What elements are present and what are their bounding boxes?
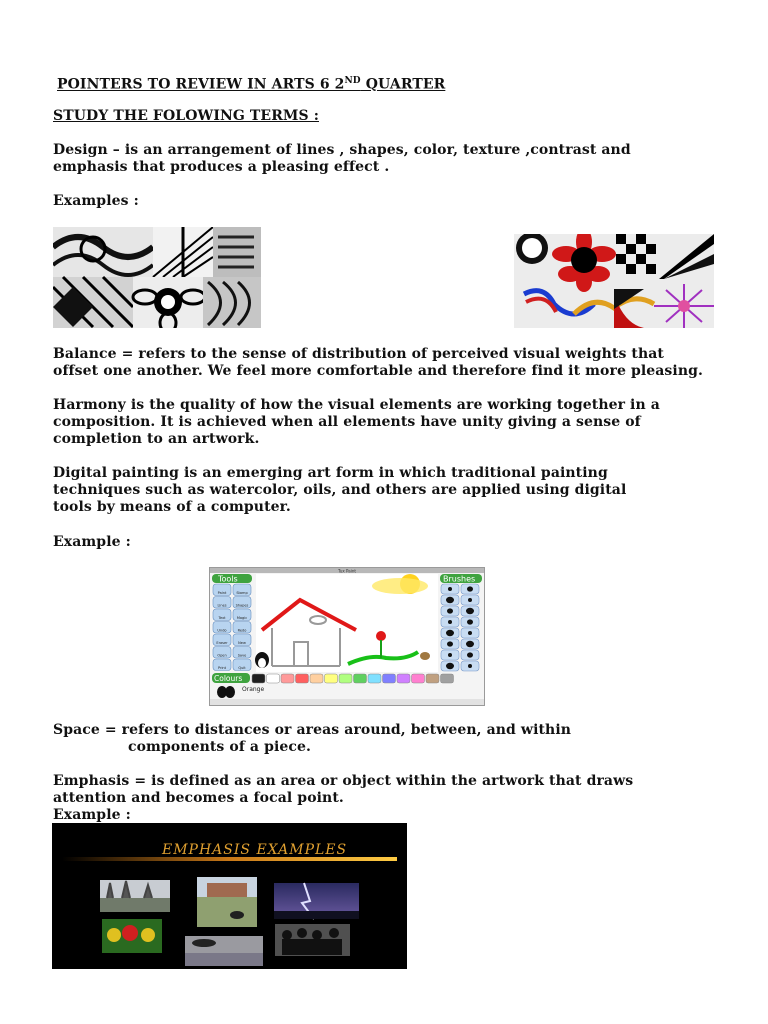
tuxpaint-tool-undo [213,622,231,634]
svg-text:Redo: Redo [237,628,247,633]
emphasis-banner-title: EMPHASIS EXAMPLES [162,842,348,858]
tuxpaint-brush-button [441,595,459,605]
tuxpaint-colour-swatch [412,674,425,683]
title-main: POINTERS TO REVIEW IN ARTS 6 2 [57,76,345,93]
tuxpaint-colour-swatch [397,674,410,683]
tuxpaint-brush-button [461,584,479,594]
tuxpaint-colour-swatch [281,674,294,683]
tuxpaint-brush-button [461,606,479,616]
svg-text:Save: Save [237,653,247,658]
tuxpaint-window-title: Tux Paint [338,568,356,574]
tuxpaint-screenshot [209,567,485,706]
design-example-image-1 [53,227,261,328]
svg-text:Magic: Magic [236,616,248,620]
tuxpaint-colour-swatch [310,674,323,683]
tuxpaint-tool-stamp [233,584,251,596]
emphasis-example-label: Example : [53,807,131,823]
svg-text:Text: Text [218,616,226,620]
tuxpaint-brushes-label: Brushes [443,574,476,584]
svg-text:New: New [238,641,246,645]
svg-text:Undo: Undo [217,628,227,633]
tuxpaint-tool-print [213,659,231,671]
tuxpaint-brush-button [441,584,459,594]
tuxpaint-brush-button [461,650,479,660]
tuxpaint-tool-open [213,647,231,659]
tuxpaint-tool-quit [233,659,251,671]
tuxpaint-brush-button [441,650,459,660]
page-title [57,73,445,94]
tuxpaint-brush-button [441,639,459,649]
tuxpaint-brush-button [461,595,479,605]
digital-painting-line-1: Digital painting is an emerging art form in which traditional painting [53,465,608,481]
svg-text:Open: Open [217,653,227,658]
space-definition-line-2: components of a piece. [128,739,311,755]
title-superscript: ND [344,76,361,86]
tuxpaint-tool-new [233,634,251,646]
space-definition-line-1: Space = refers to distances or areas around, between, and within [53,722,572,738]
tuxpaint-tool-lines [213,597,231,609]
harmony-definition-line-1: Harmony is the quality of how the visual elements are working together in a [53,397,660,413]
design-definition-line-1: Design – is an arrangement of lines , shapes, color, texture ,contrast and [53,142,631,158]
svg-text:Eraser: Eraser [216,641,228,645]
tuxpaint-colour-swatch [339,674,352,683]
design-example-image-2 [514,234,714,328]
tuxpaint-tools-label: Tools [218,574,238,584]
tuxpaint-tool-redo [233,622,251,634]
tuxpaint-brush-button [441,617,459,627]
svg-text:Lines: Lines [217,603,227,608]
tuxpaint-selected-colour: Orange [242,686,265,693]
tuxpaint-colour-swatch [441,674,454,683]
digital-painting-line-2: techniques such as watercolor, oils, and others are applied using digital [53,482,627,498]
tuxpaint-colour-swatch [383,674,396,683]
tuxpaint-brush-button [461,617,479,627]
tuxpaint-brush-button [441,606,459,616]
tuxpaint-tool-eraser [213,634,231,646]
tuxpaint-brush-button [461,661,479,671]
digital-example-label: Example : [53,534,131,550]
tuxpaint-brush-button [461,628,479,638]
examples-label: Examples : [53,193,139,209]
tuxpaint-colour-swatch [325,674,338,683]
digital-painting-line-3: tools by means of a computer. [53,499,291,515]
svg-text:Shapes: Shapes [235,603,249,608]
tuxpaint-tool-save [233,647,251,659]
svg-text:Paint: Paint [217,591,227,595]
tuxpaint-brush-button [441,628,459,638]
tuxpaint-tool-text [213,609,231,621]
tuxpaint-colours-label: Colours [214,674,243,683]
harmony-definition-line-3: completion to an artwork. [53,431,260,447]
emphasis-examples-image [52,823,407,973]
tuxpaint-colour-swatch [426,674,439,683]
tuxpaint-colour-swatch [368,674,381,683]
balance-definition-line-1: Balance = refers to the sense of distribution of perceived visual weights that [53,346,664,362]
svg-text:Stamp: Stamp [236,591,248,595]
tuxpaint-brush-button [461,639,479,649]
tuxpaint-colour-swatch [267,674,280,683]
balance-definition-line-2: offset one another. We feel more comfortable and therefore find it more pleasing. [53,363,703,379]
tuxpaint-colour-swatch [354,674,367,683]
design-definition-line-2: emphasis that produces a pleasing effect . [53,159,390,175]
tuxpaint-colour-swatch [296,674,309,683]
tuxpaint-tool-magic [233,609,251,621]
title-end: QUARTER [360,76,446,93]
svg-text:Quit: Quit [238,666,246,670]
tuxpaint-tool-shapes [233,597,251,609]
emphasis-definition-line-2: attention and becomes a focal point. [53,790,344,806]
harmony-definition-line-2: composition. It is achieved when all elements have unity giving a sense of [53,414,641,430]
tuxpaint-tool-paint [213,584,231,596]
section-subtitle: STUDY THE FOLOWING TERMS : [53,108,319,124]
svg-text:Print: Print [217,666,227,670]
tuxpaint-colour-swatch [252,674,265,683]
emphasis-definition-line-1: Emphasis = is defined as an area or object within the artwork that draws [53,773,634,789]
tuxpaint-brush-button [441,661,459,671]
